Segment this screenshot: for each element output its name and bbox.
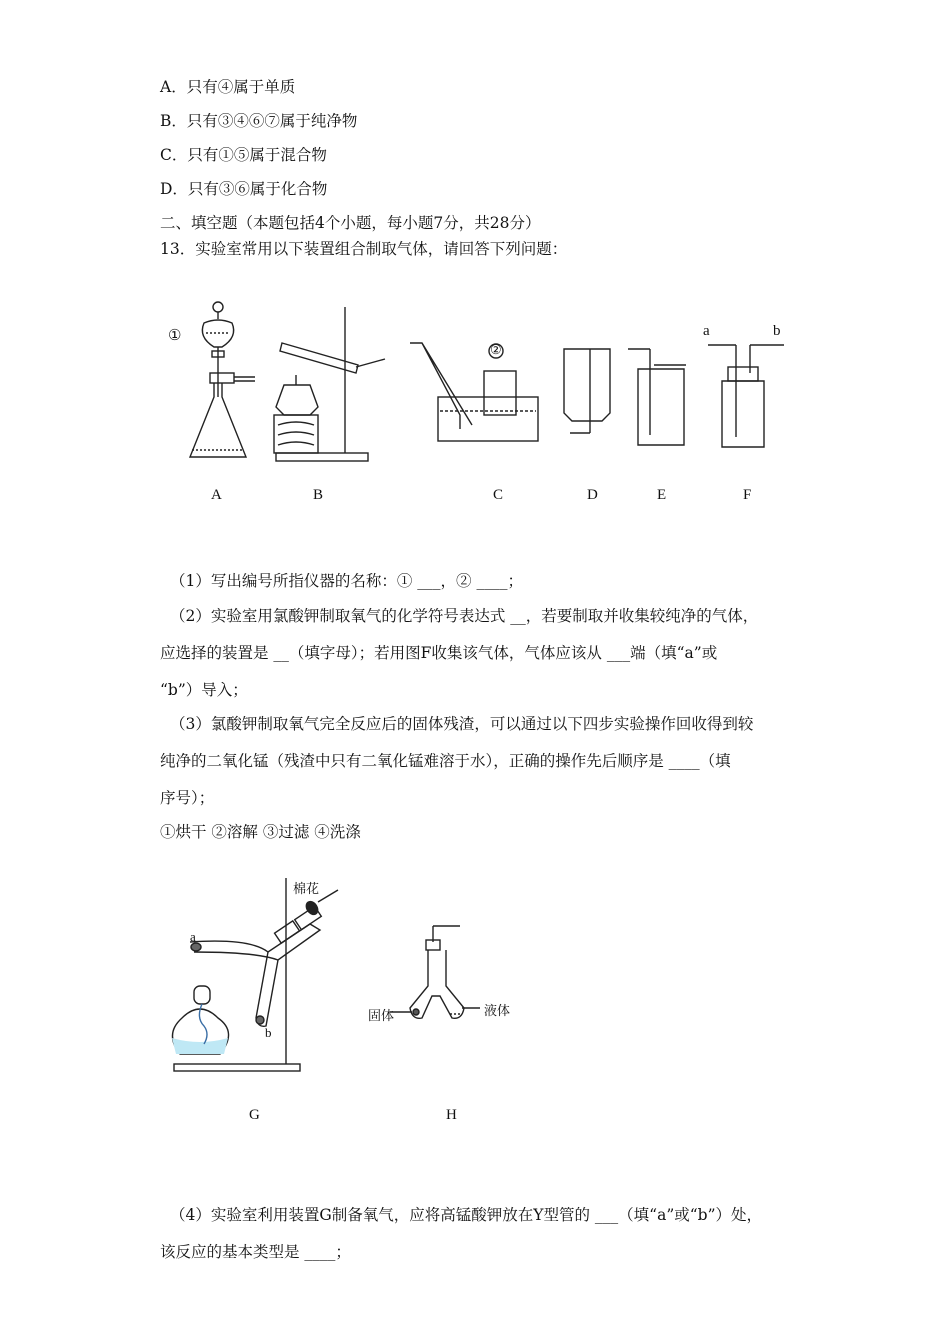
label-g: G	[249, 1107, 260, 1123]
label-a: A	[211, 487, 222, 503]
question-13-part-2-line-3: “b”）导入；	[160, 681, 248, 699]
apparatus-d-icon	[564, 349, 610, 433]
question-13-part-4-line-2: 该反应的基本类型是 ____；	[160, 1243, 351, 1261]
label-b: B	[313, 487, 324, 503]
apparatus-h-icon	[390, 926, 480, 1018]
question-13-part-3-line-2: 纯净的二氧化锰（残渣中只有二氧化锰难溶于水），正确的操作先后顺序是 ____（填	[160, 752, 731, 770]
option-d: D．只有③⑥属于化合物	[160, 180, 328, 198]
operation-steps: ①烘干 ②溶解 ③过滤 ④洗涤	[160, 823, 361, 841]
label-f: F	[743, 487, 752, 503]
question-13-part-2-line-2: 应选择的装置是 __（填字母）；若用图F收集该气体，气体应该从 ___端（填“a”或	[160, 644, 718, 662]
port-b-label: b	[773, 323, 781, 339]
label-h: H	[446, 1107, 457, 1123]
apparatus-c-icon	[410, 343, 538, 441]
g-port-b-label: b	[265, 1025, 272, 1040]
cotton-label: 棉花	[293, 882, 320, 897]
question-13-part-2-line-1: （2）实验室用氯酸钾制取氧气的化学符号表达式 __，若要制取并收集较纯净的气体，	[170, 607, 759, 625]
solid-label: 固体	[368, 1009, 395, 1024]
section-heading: 二、填空题（本题包括4个小题，每小题7分，共28分）	[160, 214, 541, 232]
apparatus-b-icon	[274, 307, 385, 461]
option-a: A．只有④属于单质	[160, 78, 296, 96]
apparatus-figure-2	[160, 868, 540, 1078]
g-port-a-label: a	[190, 929, 196, 944]
label-d: D	[587, 487, 598, 503]
label-e: E	[657, 487, 667, 503]
question-13-part-1: （1）写出编号所指仪器的名称：① ___，② ____；	[170, 572, 523, 590]
option-c: C．只有①⑤属于混合物	[160, 146, 327, 164]
port-a-label: a	[703, 323, 710, 339]
apparatus-e-icon	[628, 349, 686, 445]
label-c: C	[493, 487, 504, 503]
liquid-label: 液体	[484, 1004, 511, 1019]
question-13-part-3-line-3: 序号）；	[160, 789, 215, 807]
apparatus-figure-1	[160, 285, 800, 475]
question-13-stem: 13．实验室常用以下装置组合制取气体，请回答下列问题：	[160, 240, 568, 258]
apparatus-f-icon	[708, 345, 784, 447]
apparatus-g-icon	[172, 878, 338, 1071]
option-b: B．只有③④⑥⑦属于纯净物	[160, 112, 358, 130]
question-13-part-3-line-1: （3）氯酸钾制取氧气完全反应后的固体残渣，可以通过以下四步实验操作回收得到较	[170, 715, 754, 733]
marker-2: ②	[490, 342, 502, 357]
marker-1: ①	[168, 328, 182, 344]
question-13-part-4-line-1: （4）实验室利用装置G制备氧气，应将高锰酸钾放在Y型管的 ___（填“a”或“b”）处，	[170, 1206, 763, 1224]
apparatus-a-icon	[190, 302, 255, 457]
